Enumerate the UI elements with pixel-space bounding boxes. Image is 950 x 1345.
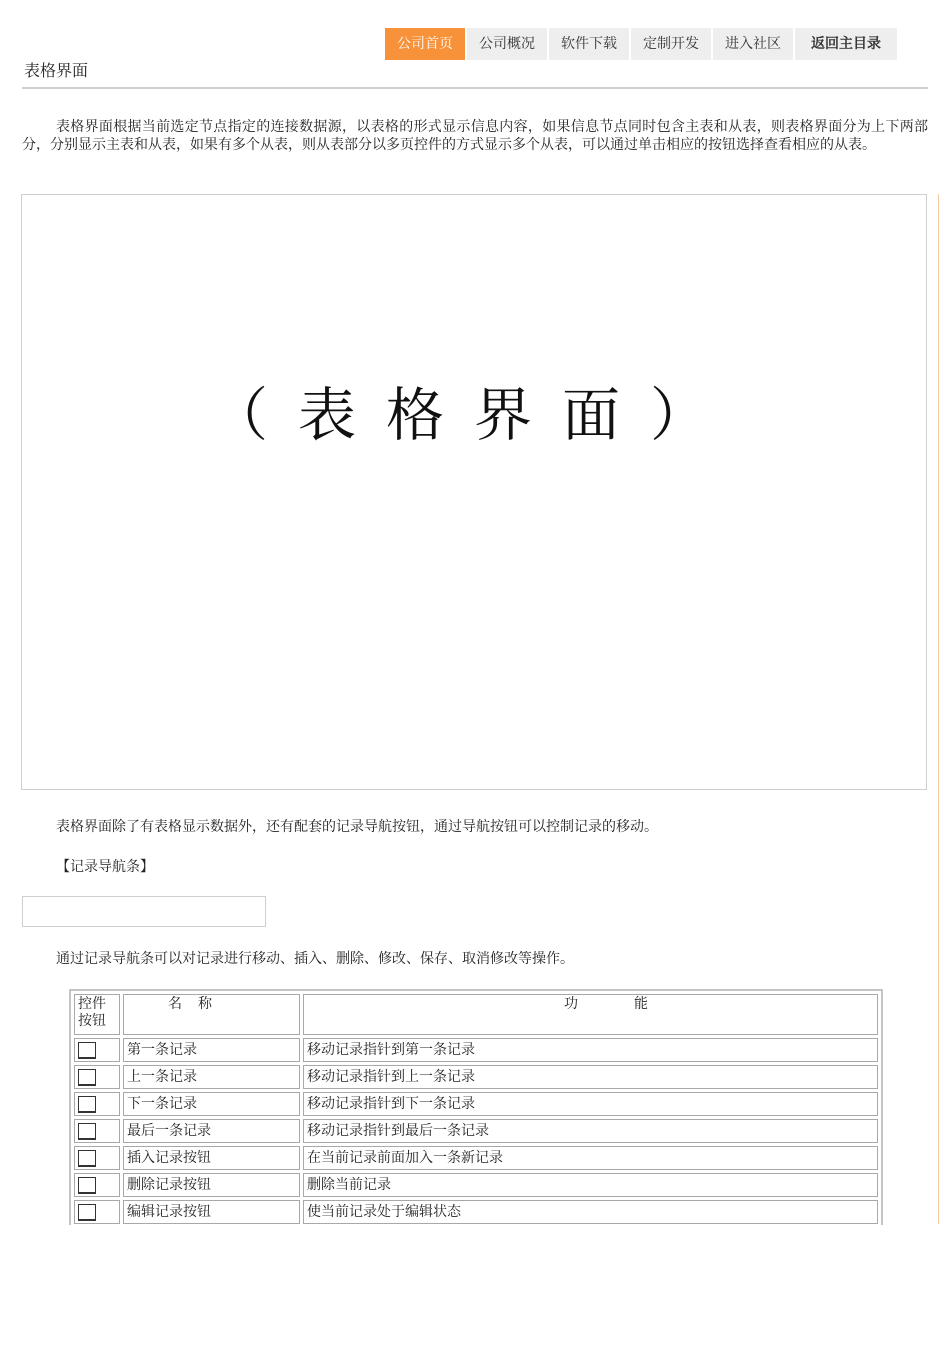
row-function: 在当前记录前面加入一条新记录 <box>303 1146 878 1170</box>
row-name: 最后一条记录 <box>123 1119 300 1143</box>
function-table-frame <box>69 989 883 1225</box>
nav-community[interactable]: 进入社区 <box>713 28 793 60</box>
row-name: 第一条记录 <box>123 1038 300 1062</box>
top-nav <box>385 28 897 60</box>
header-name: 名称 <box>123 994 300 1035</box>
next-record-icon[interactable] <box>78 1096 96 1113</box>
table-row <box>74 1173 878 1197</box>
record-navbar-heading: 【记录导航条】 <box>56 859 154 875</box>
table-row <box>74 1200 878 1224</box>
table-row <box>74 1038 878 1062</box>
right-edge-rule <box>938 194 939 1224</box>
page-title: 表格界面 <box>24 61 89 80</box>
row-function: 移动记录指针到上一条记录 <box>303 1065 878 1089</box>
row-name: 上一条记录 <box>123 1065 300 1089</box>
prev-record-icon[interactable] <box>78 1069 96 1086</box>
title-divider <box>22 87 928 89</box>
row-name: 删除记录按钮 <box>123 1173 300 1197</box>
nav-download[interactable]: 软件下载 <box>549 28 629 60</box>
row-function: 移动记录指针到最后一条记录 <box>303 1119 878 1143</box>
first-record-icon[interactable] <box>78 1042 96 1059</box>
table-row <box>74 1065 878 1089</box>
table-row <box>74 1146 878 1170</box>
nav-main-menu[interactable]: 返回主目录 <box>795 28 897 60</box>
intro-paragraph: 表格界面根据当前选定节点指定的连接数据源，以表格的形式显示信息内容，如果信息节点同时包含主表和从表，则表格界面分为上下两部分，分别显示主表和从表，如果有多个从表，则从表部分以多页控件的方式显示多个从表，可以通过单击相应的按钮选择查看相应的从表。 <box>22 119 928 153</box>
last-record-icon[interactable] <box>78 1123 96 1140</box>
navbar-ops-paragraph: 通过记录导航条可以对记录进行移动、插入、删除、修改、保存、取消修改等操作。 <box>56 951 574 967</box>
nav-about[interactable]: 公司概况 <box>467 28 547 60</box>
row-name: 插入记录按钮 <box>123 1146 300 1170</box>
edit-record-icon[interactable] <box>78 1204 96 1221</box>
row-name: 下一条记录 <box>123 1092 300 1116</box>
insert-record-icon[interactable] <box>78 1150 96 1167</box>
header-control: 控件按钮 <box>74 994 120 1035</box>
nav-custom-dev[interactable]: 定制开发 <box>631 28 711 60</box>
record-navbar-image <box>22 896 266 927</box>
row-name: 编辑记录按钮 <box>123 1200 300 1224</box>
row-function: 移动记录指针到第一条记录 <box>303 1038 878 1062</box>
table-header-row <box>74 994 878 1035</box>
delete-record-icon[interactable] <box>78 1177 96 1194</box>
table-view-figure <box>21 194 927 790</box>
nav-home[interactable]: 公司首页 <box>385 28 465 60</box>
table-row <box>74 1119 878 1143</box>
figure-caption: （表格界面） <box>209 381 738 449</box>
row-function: 使当前记录处于编辑状态 <box>303 1200 878 1224</box>
header-function: 功能 <box>303 994 878 1035</box>
row-function: 删除当前记录 <box>303 1173 878 1197</box>
nav-buttons-paragraph: 表格界面除了有表格显示数据外，还有配套的记录导航按钮，通过导航按钮可以控制记录的移动。 <box>56 819 658 835</box>
function-table <box>71 991 881 1225</box>
row-function: 移动记录指针到下一条记录 <box>303 1092 878 1116</box>
table-row <box>74 1092 878 1116</box>
